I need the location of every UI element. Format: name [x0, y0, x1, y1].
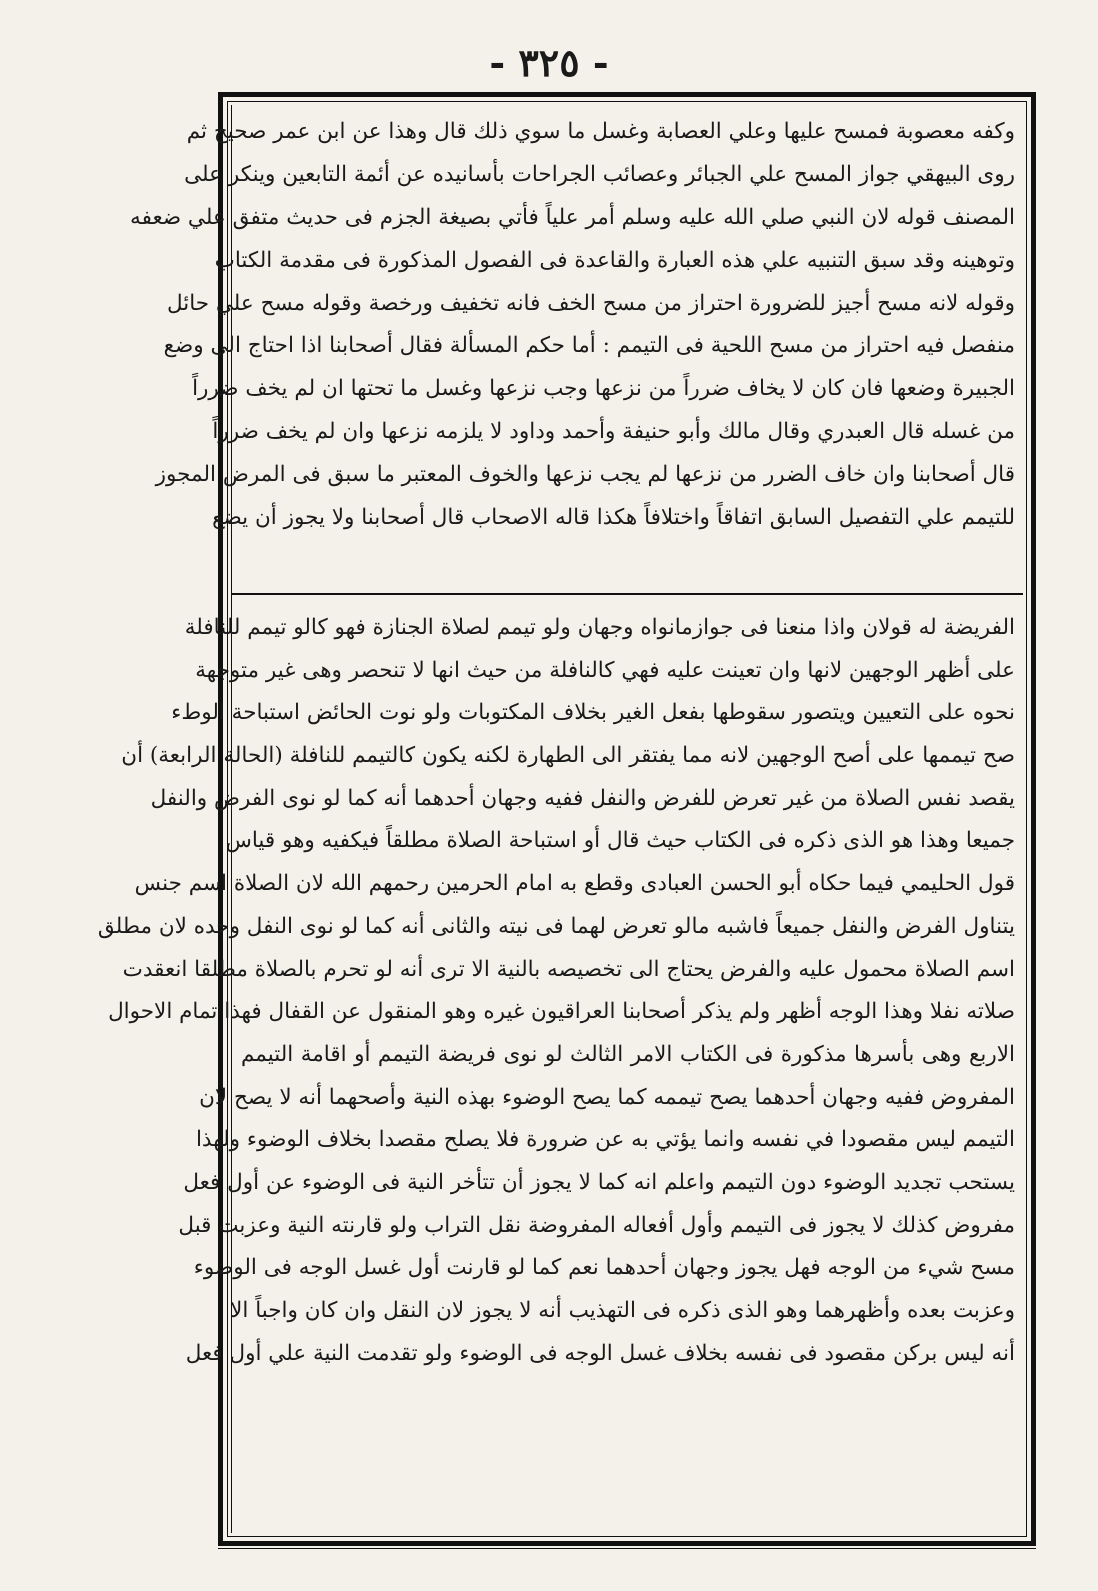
text-line: مفروض كذلك لا يجوز فى التيمم وأول أفعاله المفروضة نقل التراب ولو قارنته النية وعزبت قبل [178, 1212, 1015, 1238]
text-line: وقوله لانه مسح أجيز للضرورة احتراز من مسح الخف فانه تخفيف ورخصة وقوله مسح علي حائل [166, 290, 1015, 316]
text-line: المصنف قوله لان النبي صلي الله عليه وسلم أمر علياً فأتي بصيغة الجزم فى حديث متفق علي ضعفه [130, 204, 1015, 230]
text-line: المفروض ففيه وجهان أحدهما يصح تيممه كما يصح الوضوء بهذه النية وأصحهما أنه لا يصح لان [199, 1084, 1015, 1110]
text-line: التيمم ليس مقصودا في نفسه وانما يؤتي به عن ضرورة فلا يصلح مقصدا بخلاف الوضوء ولهذا [195, 1127, 1015, 1153]
commentary-section [130, 111, 1015, 583]
text-line: جميعا وهذا هو الذى ذكره فى الكتاب حيث قال أو استباحة الصلاة مطلقاً فيكفيه وهو قياس [225, 828, 1015, 854]
text-line: على أظهر الوجهين لانها وان تعينت عليه فهي كالنافلة من حيث انها لا تنحصر وهى غير متوجهة [195, 657, 1015, 683]
text-line: وعزبت بعده وأظهرهما وهو الذى ذكره فى التهذيب أنه لا يجوز لان النقل وان كان واجباً الا [230, 1298, 1015, 1323]
text-line: يقصد نفس الصلاة من غير تعرض للفرض والنفل ففيه وجهان أحدهما أنه كما لو نوى الفرض والنفل [150, 785, 1015, 811]
bottom-rule [218, 1548, 1036, 1549]
text-line: يستحب تجديد الوضوء دون التيمم واعلم انه كما لا يجوز أن تتأخر النية فى الوضوء عن أول فعل [183, 1169, 1015, 1195]
text-line: وكفه معصوبة فمسح عليها وعلي العصابة وغسل ما سوي ذلك قال وهذا عن ابن عمر صحيح ثم [186, 119, 1015, 144]
text-line: للتيمم علي التفصيل السابق اتفاقاً واختلافاً هكذا قاله الاصحاب قال أصحابنا ولا يجوز أن يضع [212, 505, 1015, 531]
text-line: اسم الصلاة محمول عليه والفرض يحتاج الى تخصيصه بالنية الا ترى أنه لو تحرم بالصلاة مطلقا انعقدت [122, 956, 1015, 982]
text-frame [97, 92, 1036, 1546]
text-line: مسح شيء من الوجه فهل يجوز وجهان أحدهما نعم كما لو قارنت أول غسل الوجه فى الوضوء [193, 1255, 1015, 1281]
text-line: الجبيرة وضعها فان كان لا يخاف ضرراً من نزعها وجب نزعها وغسل ما تحتها ان لم يخف ضرراً [192, 376, 1015, 402]
text-line: صلاته نفلا وهذا الوجه أظهر ولم يذكر أصحابنا العراقيون غيره وهو المنقول عن القفال فهذا تمام الاحوال [108, 999, 1015, 1025]
text-line: أنه ليس بركن مقصود فى نفسه بخلاف غسل الوجه فى الوضوء ولو تقدمت النية علي أول فعل [185, 1340, 1015, 1366]
text-line: الفريضة له قولان واذا منعنا فى جوازمانواه وجهان ولو تيمم لصلاة الجنازة فهو كالو تيمم للنافلة [184, 615, 1015, 640]
text-line: نحوه على التعيين ويتصور سقوطها بفعل الغير بخلاف المكتوبات ولو نوت الحائض استباحة الوطء [171, 700, 1015, 726]
text-line: صح تيممها على أصح الوجهين لانه مما يفتقر الى الطهارة لكنه يكون كالتيمم للنافلة (الحالة الرابعة) أن [121, 743, 1015, 769]
text-line: وتوهينه وقد سبق التنبيه علي هذه العبارة والقاعدة فى الفصول المذكورة فى مقدمة الكتاب [214, 247, 1015, 273]
main-text-section [97, 607, 1015, 1527]
page-number: - ٣٢٥ - [489, 40, 609, 85]
text-line: روى البيهقي جواز المسح علي الجبائر وعصائب الجراحات بأسانيده عن أئمة التابعين وينكر على [184, 161, 1015, 187]
text-line: قول الحليمي فيما حكاه أبو الحسن العبادى وقطع به امام الحرمين رحمهم الله لان الصلاة اسم جنس [134, 871, 1015, 897]
section-divider [231, 593, 1023, 595]
text-line: الاربع وهى بأسرها مذكورة فى الكتاب الامر الثالث لو نوى فريضة التيمم أو اقامة التيمم [241, 1041, 1015, 1067]
text-line: يتناول الفرض والنفل جميعاً فاشبه مالو تعرض لهما فى نيته والثانى أنه كما لو نوى النفل وحده لان مطلق [97, 913, 1015, 939]
text-line: من غسله قال العبدري وقال مالك وأبو حنيفة وأحمد وداود لا يلزمه نزعها وان لم يخف ضرراً [212, 419, 1015, 445]
text-line: منفصل فيه احتراز من مسح اللحية فى التيمم : أما حكم المسألة فقال أصحابنا اذا احتاج الى وضع [163, 333, 1015, 359]
text-line: قال أصحابنا وان خاف الضرر من نزعها لم يجب نزعها والخوف المعتبر ما سبق فى المرض المجوز [155, 462, 1015, 488]
